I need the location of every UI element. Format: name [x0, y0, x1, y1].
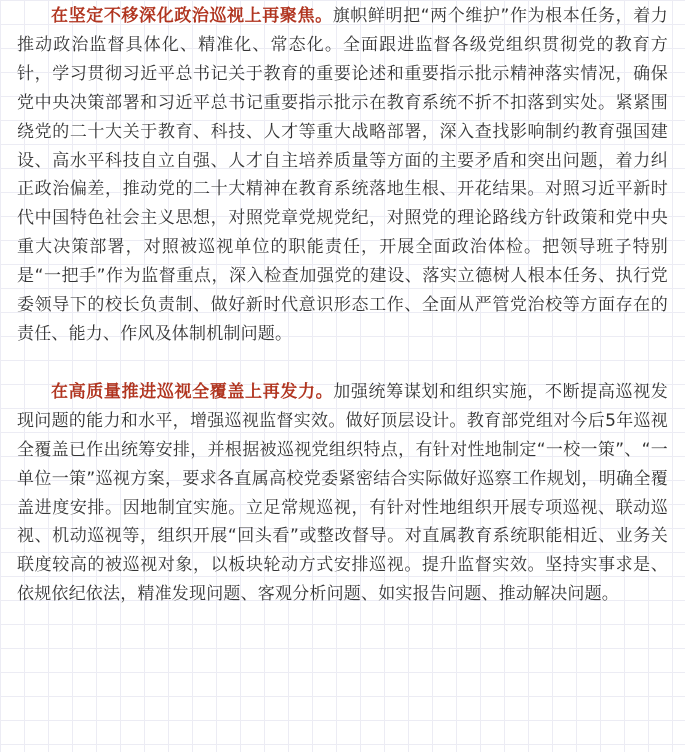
paragraph-lead-heading: 在坚定不移深化政治巡视上再聚焦。 — [51, 6, 333, 26]
paragraph-body-text: 旗帜鲜明把“两个维护”作为根本任务，着力推动政治监督具体化、精准化、常态化。全面跟进监督各级党组织贯彻党的教育方针，学习贯彻习近平总书记关于教育的重要论述和重要指示批示精神落实情况，确保党中央决策部署和习近平总书记重要指示批示在教育系统不折不扣落到实处。紧紧围绕党的二十大关于教育、科技、人才等重大战略部署，深入查找影响制约教育强国建设、高水平科技自立自强、人才自主培养质量等方面的主要矛盾和突出问题，着力纠正政治偏差，推动党的二十大精神在教育系统落地生根、开花结果。对照习近平新时代中国特色社会主义思想，对照党章党规党纪，对照党的理论路线方针政策和党中央重大决策部署，对照被巡视单位的职能责任，开展全面政治体检。把领导班子特别是“一把手”作为监督重点，深入检查加强党的建设、落实立德树人根本任务、执行党委领导下的校长负责制、做好新时代意识形态工作、全面从严管党治校等方面存在的责任、能力、作风及体制机制问题。 — [17, 6, 668, 344]
paragraph-lead-heading: 在高质量推进巡视全覆盖上再发力。 — [51, 381, 334, 402]
paragraph-full-coverage — [17, 378, 668, 609]
paragraph-body-text: 加强统筹谋划和组织实施，不断提高巡视发现问题的能力和水平，增强巡视监督实效。做好顶层设计。教育部党组对今后5年巡视全覆盖已作出统筹安排，并根据被巡视党组织特点，有针对性地制定“一校一策”、“一单位一策”巡视方案，要求各直属高校党委紧密结合实际做好巡察工作规划，明确全覆盖进度安排。因地制宜实施。立足常规巡视，有针对性地组织开展专项巡视、联动巡视、机动巡视等，组织开展“回头看”或整改督导。对直属教育系统职能相近、业务关联度较高的被巡视对象，以板块轮动方式安排巡视。提升监督实效。坚持实事求是、依规依纪依法，精准发现问题、客观分析问题、如实报告问题、推动解决问题。 — [17, 381, 668, 605]
paragraph-political-inspection — [17, 2, 668, 349]
